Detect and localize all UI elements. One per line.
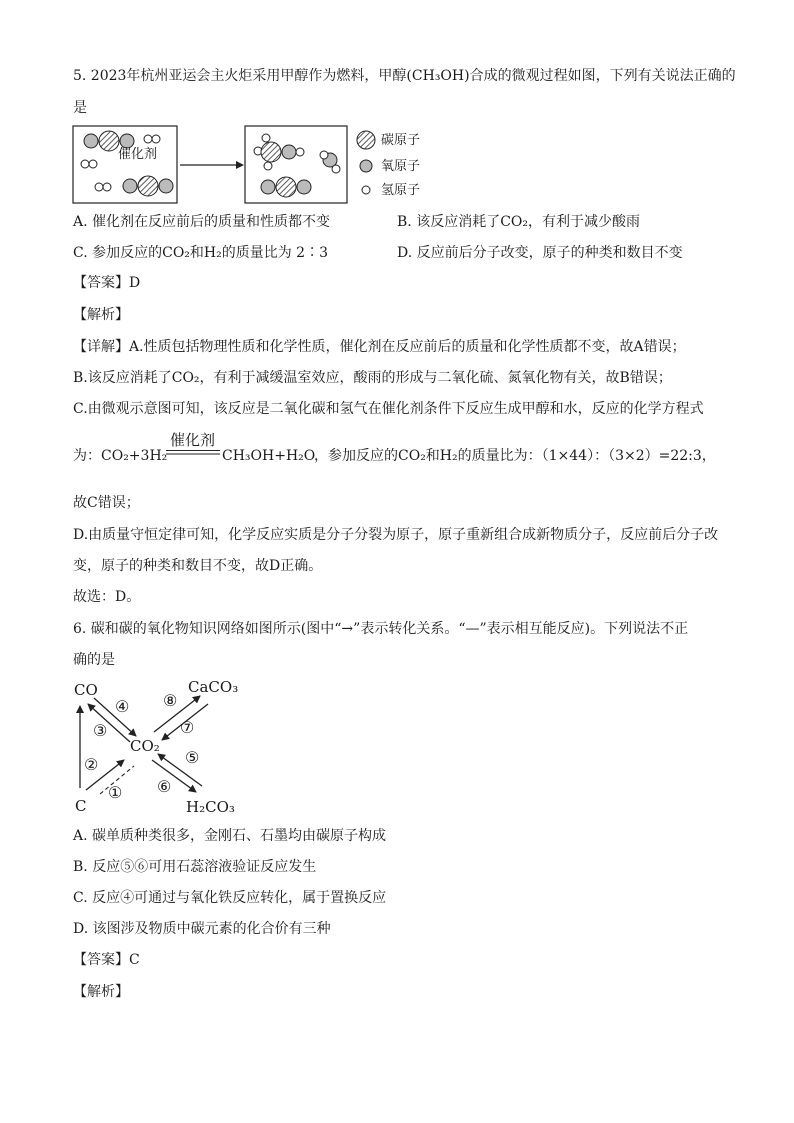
q5-arrow-label: 催化剂 [118, 147, 158, 162]
q5-detail-c: C.由微观示意图可知，该反应是二氧化碳和氢气在催化剂条件下反应生成甲醇和水，反应的化学方程式 [73, 401, 704, 417]
q6-option-a: A. 碳单质种类很多，金刚石、石墨均由碳原子构成 [73, 828, 387, 844]
q5-equation-equals [166, 449, 220, 457]
q5-option-d: D. 反应前后分子改变，原子的种类和数目不变 [397, 245, 683, 261]
legend-hydrogen-label: 氢原子 [381, 183, 421, 198]
reaction-number-3: ③ [93, 721, 108, 740]
q5-stem-line2: 是 [73, 100, 87, 116]
q5-detail-a: 【详解】A.性质包括物理性质和化学性质，催化剂在反应前后的质量和化学性质都不变，故A错误； [73, 339, 686, 355]
q5-equation-products: CH₃OH+H₂O [222, 448, 316, 464]
legend-hydrogen-icon [362, 186, 370, 194]
q6-stem-line1: 6. 碳和碳的氧化物知识网络如图所示(图中“→”表示转化关系。“—”表示相互能反应)。下列说法不正 [73, 621, 689, 637]
node-co: CO [74, 681, 98, 699]
q6-option-d: D. 该图涉及物质中碳元素的化合价有三种 [73, 921, 331, 937]
q5-equation-catalyst: 催化剂 [170, 431, 216, 449]
reaction-number-2: ② [84, 755, 99, 774]
q5-analysis-label: 【解析】 [73, 307, 129, 323]
q5-stem-line1: 5. 2023年杭州亚运会主火炬采用甲醇作为燃料，甲醇(CH₃OH)合成的微观过程如图，下列有关说法正确的 [73, 68, 736, 84]
q5-answer: 【答案】D [73, 275, 141, 291]
q5-option-b: B. 该反应消耗了CO₂，有利于减少酸雨 [397, 214, 640, 230]
q6-analysis-label: 【解析】 [73, 984, 129, 1000]
reaction-number-1: ① [108, 783, 123, 802]
reaction-number-7: ⑦ [180, 718, 195, 737]
q5-choose: 故选：D。 [73, 589, 141, 605]
q5-detail-b: B.该反应消耗了CO₂，有利于减缓温室效应，酸雨的形成与二氧化硫、氮氧化物有关，故B错误； [73, 370, 672, 386]
node-h2co3: H₂CO₃ [186, 798, 235, 816]
q5-equation-prefix: 为：CO₂+3H₂ [73, 448, 168, 464]
reaction-number-8: ⑧ [163, 691, 178, 710]
reaction-number-4: ④ [115, 697, 130, 716]
node-c: C [75, 797, 87, 815]
legend-carbon-label: 碳原子 [381, 133, 421, 148]
q5-option-a: A. 催化剂在反应前后的质量和性质都不变 [73, 214, 331, 230]
q5-equation-suffix: ，参加反应的CO₂和H₂的质量比为：（1×44）：（3×2）=22:3， [314, 448, 716, 464]
q5-detail-d1: D.由质量守恒定律可知，化学反应实质是分子分裂为原子，原子重新组合成新物质分子，反应前后分子改 [73, 527, 719, 543]
q5-option-c: C. 参加反应的CO₂和H₂的质量比为 2∶3 [73, 245, 329, 261]
q5-detail-c-end: 故C错误； [73, 495, 140, 511]
reaction-number-5: ⑤ [185, 748, 200, 767]
q6-answer: 【答案】C [73, 952, 140, 968]
q6-stem-line2: 确的是 [73, 652, 115, 668]
legend-oxygen-icon [360, 160, 372, 172]
q5-detail-d2: 变，原子的种类和数目不变，故D正确。 [73, 558, 323, 574]
legend-carbon-icon [357, 131, 375, 149]
node-caco3: CaCO₃ [188, 678, 239, 696]
node-co2: CO₂ [130, 737, 160, 755]
legend-oxygen-label: 氧原子 [381, 159, 421, 174]
reaction-number-6: ⑥ [157, 777, 172, 796]
q6-option-b: B. 反应⑤⑥可用石蕊溶液验证反应发生 [73, 859, 317, 875]
q6-option-c: C. 反应④可通过与氧化铁反应转化，属于置换反应 [73, 890, 387, 906]
